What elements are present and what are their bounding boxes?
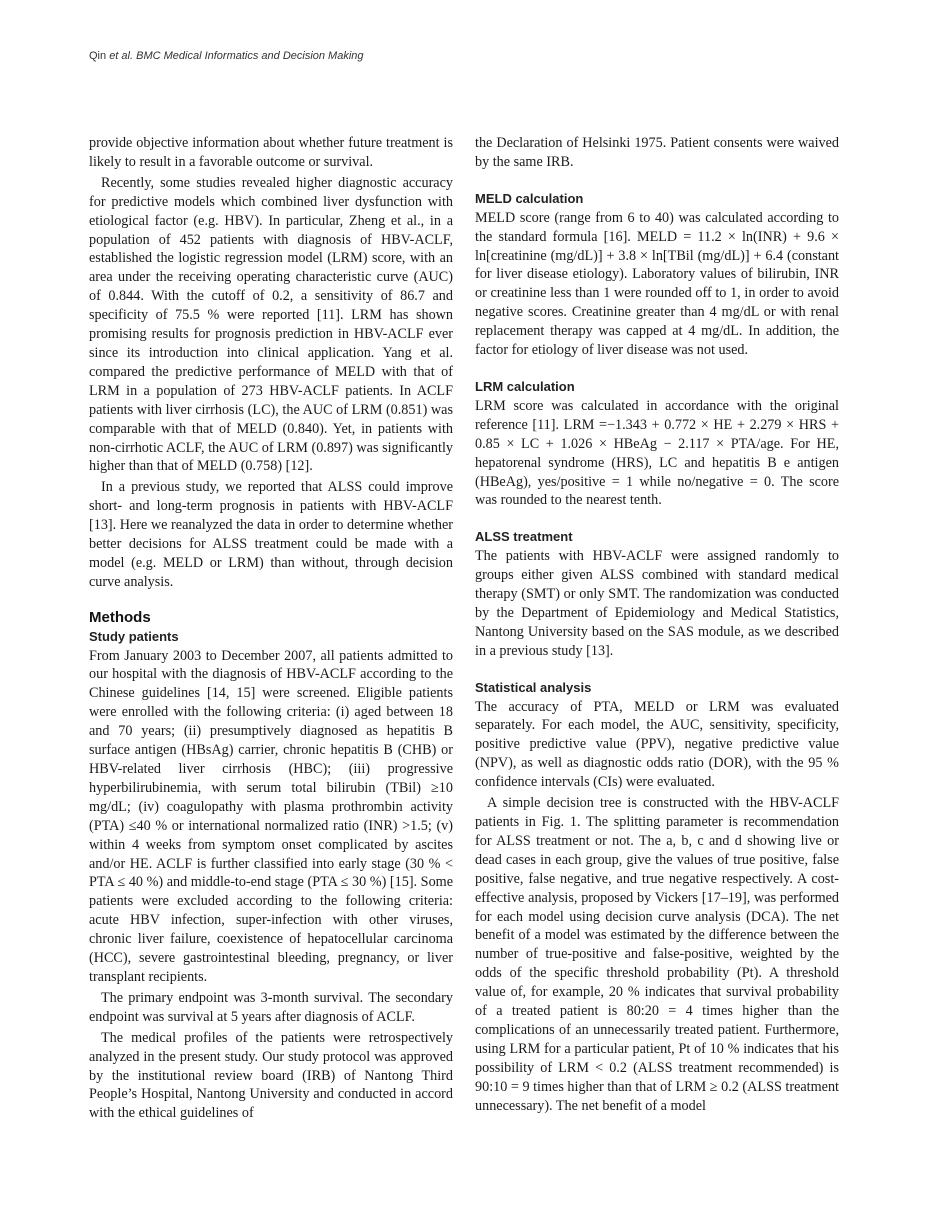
paragraph-intro-end: provide objective information about whether future treatment is likely to result in a favorable outcome or survival. xyxy=(89,135,453,170)
paragraph-eligibility: From January 2003 to December 2007, all patients admitted to our hospital with the diagnosis of HBV-ACLF according to the Chinese guidelines [14, 15] were screened. Eligible patients were enrolled with the following criteria: (i) aged between 18 and 70 years; (ii) presumptively diagnosed as hepatitis B surface antigen (HBsAg) carrier, chronic hepatitis B (CHB) or HBV-related liver cirrhosis (HBC); (iii) progressive hyperbilirubinemia, with serum total bilirubin (TBil) ≥10 mg/dL; (iv) coagulopathy with plasma prothrombin activity (PTA) ≤40 % or international normalized ratio (INR) >1.5; (v) within 4 weeks from symptom onset complicated by ascites and/or HE. ACLF is further classified into early stage (30 % < PTA ≤ 40 %) and middle-to-end stage (PTA ≤ 30 %) [15]. Some patients were excluded according to the following criteria: acute HBV infection, super-infection with other viruses, chronic liver failure, coexistence of hepatocellular carcinoma (HCC), severe gastrointestinal bleeding, pregnancy, or liver transplant recipients. xyxy=(89,647,453,985)
lrm-heading: LRM calculation xyxy=(475,378,575,394)
left-column xyxy=(89,134,453,1123)
paragraph-meld: MELD score (range from 6 to 40) was calculated according to the standard formula [16]. MELD = 11.2 × ln(INR) + 9.6 × ln[creatinine (mg/dL)] + 3.8 × ln[TBil (mg/dL)] + 6.4 (constant for liver disease etiology). Laboratory values of bilirubin, INR or creatinine less than 1 were rounded off to 1, in order to avoid negative scores. Creatinine greater than 4 mg/dL or with renal replacement therapy was capped at 4 mg/dL. In addition, the factor for etiology of liver disease was not used. xyxy=(475,209,839,359)
paragraph-ethics-cont: the Declaration of Helsinki 1975. Patient consents were waived by the same IRB. xyxy=(475,135,839,170)
paragraph-alss: The patients with HBV-ACLF were assigned randomly to groups either given ALSS combined with standard medical therapy (SMT) or only SMT. The randomization was conducted by the Department of Epidemiology and Medical Statistics, Nantong University based on the SAS module, as we described in a previous study [13]. xyxy=(475,548,839,659)
study-patients-heading: Study patients xyxy=(89,628,179,644)
right-column xyxy=(475,134,839,1116)
header-etal: et al. xyxy=(109,50,134,62)
statistical-analysis-heading: Statistical analysis xyxy=(475,679,592,695)
paragraph-study-aim: In a previous study, we reported that ALSS could improve short- and long-term prognosis in patients with HBV-ACLF [13]. Here we reanalyzed the data in order to determine whether better decisions for ALSS treatment could be made with a model (e.g. MELD or LRM) than without, through decision curve analysis. xyxy=(89,479,453,590)
paragraph-ethics: The medical profiles of the patients were retrospectively analyzed in the present study. Our study protocol was approved by the institutional review board (IRB) of Nantong Third People’s Hospital, Nantong University and conducted in accord with the ethical guidelines of xyxy=(89,1029,453,1122)
running-header xyxy=(89,50,364,62)
paragraph-endpoints: The primary endpoint was 3-month survival. The secondary endpoint was survival at 5 years after diagnosis of ACLF. xyxy=(89,989,453,1025)
methods-heading: Methods xyxy=(89,608,151,626)
alss-heading: ALSS treatment xyxy=(475,529,573,545)
paragraph-lrm: LRM score was calculated in accordance with the original reference [11]. LRM =−1.343 + 0.772 × HE + 2.279 × HRS + 0.85 × LC + 1.026 × HBeAg − 2.117 × PTA/age. For HE, hepatorenal syndrome (HRS), LC and hepatitis B e antigen (HBeAg), yes/positive = 1 while no/negative = 0. The score was rounded to the nearest tenth. xyxy=(475,397,839,509)
paragraph-stat-accuracy: The accuracy of PTA, MELD or LRM was evaluated separately. For each model, the AUC, sensitivity, specificity, positive predictive value (PPV), negative predictive value (NPV), as well as diagnostic odds ratio (DOR), with the 95 % confidence intervals (CIs) were evaluated. xyxy=(475,698,839,791)
meld-heading: MELD calculation xyxy=(475,190,584,206)
paragraph-lrm-background: Recently, some studies revealed higher diagnostic accuracy for predictive models which combined liver dysfunction with etiological factor (e.g. HBV). In particular, Zheng et al., in a population of 452 patients with diagnosis of HBV-ACLF, established the logistic regression model (LRM) score, with an area under the receiving operating characteristic curve (AUC) of 0.844. With the cutoff of 0.2, a sensitivity of 86.7 and specificity of 75.5 % were reported [11]. LRM has shown promising results for prognosis prediction in HBV-ACLF ever since its introduction into clinical application. Yang et al. compared the predictive performance of MELD with that of LRM in a population of 273 HBV-ACLF patients. In ACLF patients with liver cirrhosis (LC), the AUC of LRM (0.851) was comparable with that of MELD (0.840). Yet, in patients with non-cirrhotic ACLF, the AUC of LRM (0.897) was significantly higher than that of MELD (0.758) [12]. xyxy=(89,174,453,475)
header-authors: Qin xyxy=(89,50,110,62)
paragraph-decision-tree: A simple decision tree is constructed with the HBV-ACLF patients in Fig. 1. The splitting parameter is recommendation for ALSS treatment or not. The a, b, c and d showing live or dead cases in each group, give the values of true positive, false positive, false negative, and true negative respectively. A cost-effective analysis, proposed by Vickers [17–19], was performed for each model using decision curve analysis (DCA). The net benefit of a model was estimated by the difference between the number of true-positive and false-positive, weighted by the odds of the specific threshold probability (Pt). A threshold value of, for example, 20 % indicates that survival probability of a treated patient is 80:20 = 4 times higher than the complications of an unnecessarily treated patient. Furthermore, using LRM for a particular patient, Pt of 10 % indicates that his possibility of LRM < 0.2 (ALSS treatment recommended) is 90:10 = 9 times higher than that of LRM ≥ 0.2 (ALSS treatment unnecessary). The net benefit of a model xyxy=(475,795,839,1114)
header-journal: BMC Medical Informatics and Decision Making xyxy=(133,50,364,62)
